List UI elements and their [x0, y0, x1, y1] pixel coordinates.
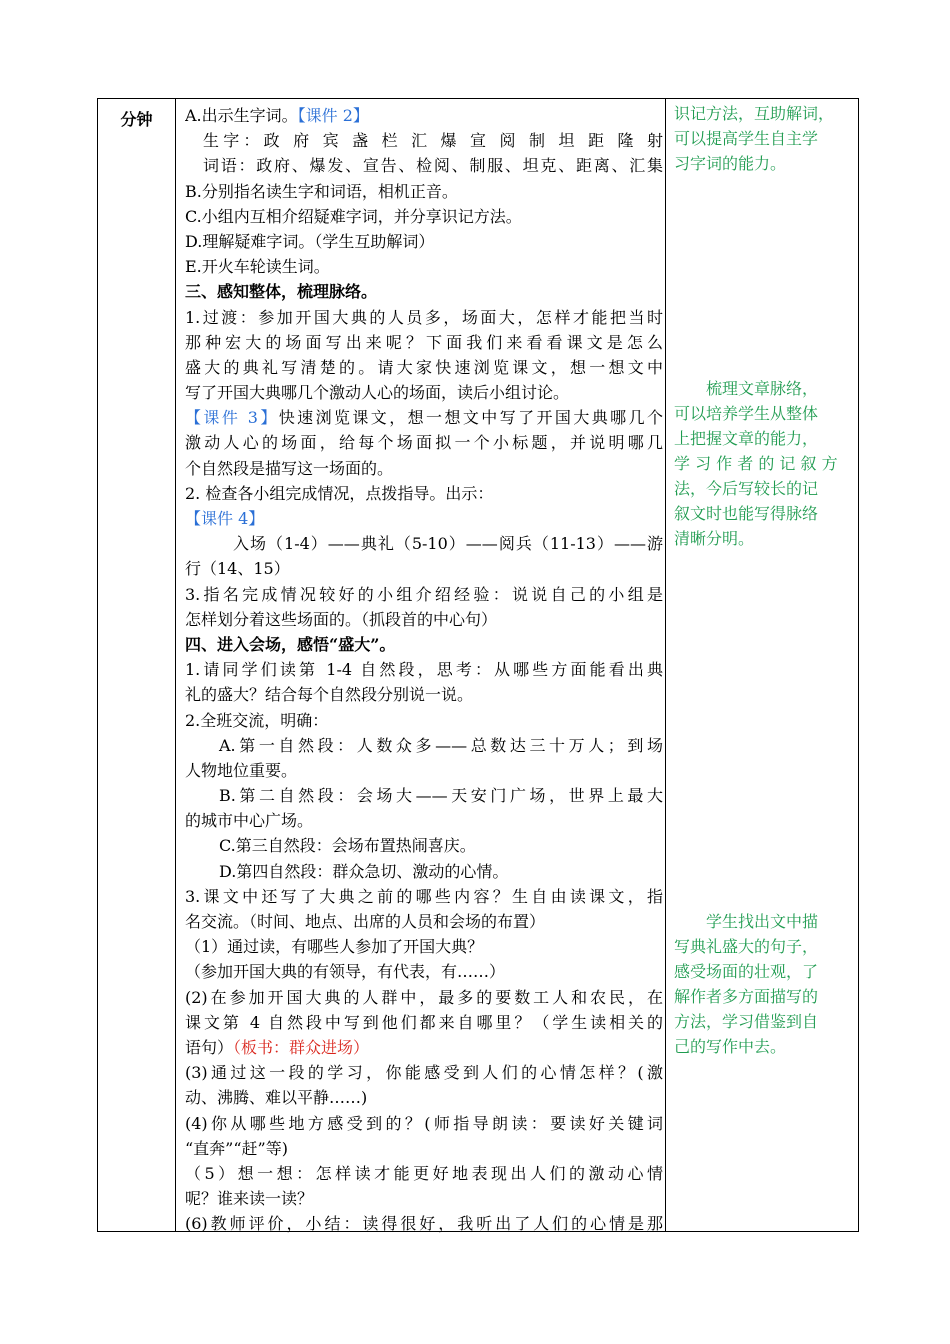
text-line: 个自然段是描写这一场面的。	[185, 458, 394, 478]
text-line: （1）通过读，有哪些人参加了开国大典？	[185, 937, 484, 957]
text-line: 激动人心的场面，给每个场面拟一个小标题，并说明哪几	[185, 433, 663, 453]
text-line: 2.全班交流，明确：	[185, 710, 329, 730]
courseware-tag: 【课件 4】	[185, 509, 265, 528]
text-line: 3.指名完成情况较好的小组介绍经验：说说自己的小组是	[185, 584, 663, 604]
text-line: 名交流。（时间、地点、出席的人员和会场的布置）	[185, 912, 546, 931]
text-line: (6)教师评价，小结：读得很好，我听出了人们的心情是那	[185, 1214, 663, 1234]
text-line: 怎样划分着这些场面的。（抓段首的中心句）	[185, 609, 498, 629]
text-line: A.出示生字词。【课件 2】	[185, 106, 369, 125]
text-line: (2)在参加开国大典的人群中，最多的要数工人和农民，在	[185, 987, 663, 1007]
courseware-tag: 【课件 2】	[297, 106, 369, 125]
text-line: D.第四自然段：群众急切、激动的心情。	[219, 861, 509, 881]
teaching-process	[185, 103, 663, 1236]
time-cell: 分钟	[120, 110, 153, 129]
text-line: C.第三自然段：会场布置热闹喜庆。	[219, 836, 476, 856]
text-line: B.第二自然段：会场大——天安门广场，世界上最大	[219, 786, 663, 806]
text-line: 盛大的典礼写清楚的。请大家快速浏览课文，想一想文中	[185, 357, 663, 377]
text-line: 词语：政府、爆发、宣告、检阅、制服、坦克、距离、汇集	[203, 156, 663, 176]
text-line: 人物地位重要。	[185, 760, 298, 780]
text-line: 语句）（板书：群众进场）	[185, 1037, 370, 1057]
text-line: “直奔”“赶”等)	[185, 1138, 288, 1158]
section-heading: 四、进入会场，感悟“盛大”。	[185, 634, 396, 654]
text-line: 入场（1-4）——典礼（5-10）——阅兵（11-13）——游	[233, 534, 663, 554]
text-line: 3.课文中还写了大典之前的哪些内容？生自由读课文，指	[185, 886, 663, 906]
text-line: C.小组内互相介绍疑难字词，并分享识记方法。	[185, 206, 522, 226]
column-divider	[665, 99, 666, 1231]
text-line: 【课件 3】快速浏览课文，想一想文中写了开国大典哪几个	[185, 408, 663, 428]
text-line: (4)你从哪些地方感受到的？(师指导朗读：要读好关键词	[185, 1113, 663, 1133]
text-line: （5）想一想：怎样读才能更好地表现出人们的激动心情	[185, 1163, 663, 1183]
column-divider	[175, 99, 176, 1231]
courseware-tag: 【课件 3】	[185, 408, 279, 428]
text-line: 呢？谁来读一读？	[185, 1189, 314, 1209]
text-line: E.开火车轮读生词。	[185, 257, 330, 277]
text-line: （参加开国大典的有领导，有代表，有……）	[185, 962, 506, 982]
text-line: 1.请同学们读第 1-4 自然段，思考：从哪些方面能看出典	[185, 660, 663, 680]
text-line: 1.过渡：参加开国大典的人员多，场面大，怎样才能把当时	[185, 307, 663, 327]
text-line: 2. 检查各小组完成情况，点拨指导。出示：	[185, 483, 494, 503]
text-line: (3)通过这一段的学习，你能感受到人们的心情怎样？(激	[185, 1063, 663, 1083]
design-note-2: 梳理文章脉络， 可以培养学生从整体 上把握文章的能力， 学 习 作 者 的 记 叙 方 法，今后写较长的记 叙文时也能写得脉络 清晰分明。	[674, 379, 838, 548]
design-note-1: 识记方法，互助解词， 可以提高学生自主学 习字词的能力。	[674, 104, 835, 173]
text-line: 写了开国大典哪几个激动人心的场面，读后小组讨论。	[185, 383, 570, 403]
text-line: 的城市中心广场。	[185, 811, 314, 831]
text-line: 那种宏大的场面写出来呢？下面我们来看看课文是怎么	[185, 332, 663, 352]
text-line: 生字：政 府 宾 盏 栏 汇 爆 宣 阅 制 坦 距 隆 射	[203, 131, 663, 151]
lesson-plan-table	[97, 98, 859, 1232]
text-line: D.理解疑难字词。（学生互助解词）	[185, 231, 435, 251]
text-line: 课文第 4 自然段中写到他们都来自哪里？（学生读相关的	[185, 1012, 663, 1032]
board-note: （板书：群众进场）	[233, 1037, 370, 1057]
text-line: 动、沸腾、难以平静……)	[185, 1088, 368, 1108]
text-line: 行（14、15）	[185, 559, 290, 579]
section-heading: 三、感知整体，梳理脉络。	[185, 282, 378, 302]
text-line: B.分别指名读生字和词语，相机正音。	[185, 181, 458, 201]
design-note-3: 学生找出文中描 写典礼盛大的句子， 感受场面的壮观，了 解作者多方面描写的 方法，学习借鉴到自 己的写作中去。	[674, 912, 819, 1056]
text-line: 礼的盛大？结合每个自然段分别说一说。	[185, 685, 474, 705]
text-line: A.第一自然段：人数众多——总数达三十万人；到场	[219, 735, 663, 755]
